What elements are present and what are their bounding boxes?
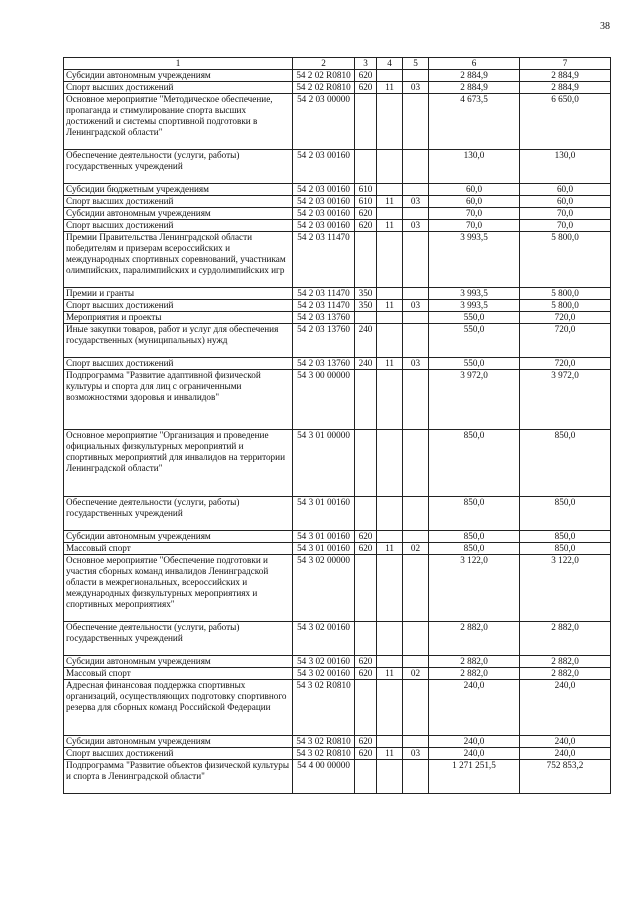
sum-2019-cell: 1 271 251,5	[429, 760, 520, 794]
header-cell: 4	[377, 58, 403, 70]
subsection-cell: 03	[403, 196, 429, 208]
subsection-cell	[403, 760, 429, 794]
subsection-cell: 03	[403, 82, 429, 94]
row-name-cell: Премии Правительства Ленинградской области победителям и призерам всероссийских и международных спортивных соревнований, участникам олимпийских, паралимпийских и сурдолимпийских игр	[64, 232, 293, 288]
section-cell	[377, 680, 403, 736]
header-cell: 3	[355, 58, 377, 70]
sum-2019-cell: 2 882,0	[429, 668, 520, 680]
target-code-cell: 54 3 01 00160	[293, 497, 355, 531]
subsection-cell	[403, 555, 429, 622]
target-code-cell: 54 2 03 11470	[293, 232, 355, 288]
row-name-cell: Подпрограмма "Развитие адаптивной физической культуры и спорта для лиц с ограниченными возможностями здоровья и инвалидов"	[64, 370, 293, 430]
target-code-cell: 54 3 01 00160	[293, 531, 355, 543]
target-code-cell: 54 2 03 11470	[293, 300, 355, 312]
sum-2020-cell: 70,0	[520, 220, 611, 232]
table-row	[64, 668, 611, 680]
sum-2019-cell: 60,0	[429, 196, 520, 208]
target-code-cell: 54 3 02 R0810	[293, 736, 355, 748]
target-code-cell: 54 2 02 R0810	[293, 70, 355, 82]
target-code-cell: 54 2 03 00160	[293, 208, 355, 220]
table-row	[64, 543, 611, 555]
target-code-cell: 54 3 01 00000	[293, 430, 355, 497]
expense-type-cell: 620	[355, 656, 377, 668]
section-cell: 11	[377, 82, 403, 94]
row-name-cell: Массовый спорт	[64, 543, 293, 555]
expense-type-cell	[355, 760, 377, 794]
table-row	[64, 748, 611, 760]
table-header-row	[64, 58, 611, 70]
sum-2020-cell: 720,0	[520, 324, 611, 358]
table-row	[64, 736, 611, 748]
sum-2020-cell: 5 800,0	[520, 232, 611, 288]
header-cell: 1	[64, 58, 293, 70]
section-cell: 11	[377, 543, 403, 555]
expense-type-cell: 350	[355, 288, 377, 300]
sum-2019-cell: 850,0	[429, 543, 520, 555]
section-cell	[377, 430, 403, 497]
sum-2020-cell: 60,0	[520, 196, 611, 208]
row-name-cell: Основное мероприятие "Обеспечение подготовки и участия сборных команд инвалидов Ленинградской области в межрегиональных, всероссийских и международных физкультурных мероприятиях и спортивных мероприятиях"	[64, 555, 293, 622]
table-row	[64, 300, 611, 312]
budget-table	[63, 57, 611, 794]
sum-2019-cell: 2 884,9	[429, 82, 520, 94]
subsection-cell	[403, 70, 429, 82]
expense-type-cell	[355, 370, 377, 430]
table-row	[64, 232, 611, 288]
row-name-cell: Субсидии автономным учреждениям	[64, 70, 293, 82]
sum-2020-cell: 2 882,0	[520, 656, 611, 668]
table-row	[64, 622, 611, 656]
expense-type-cell: 610	[355, 196, 377, 208]
sum-2019-cell: 240,0	[429, 736, 520, 748]
expense-type-cell: 240	[355, 358, 377, 370]
sum-2020-cell: 720,0	[520, 358, 611, 370]
row-name-cell: Основное мероприятие "Организация и проведение официальных физкультурных мероприятий и спортивных мероприятий для инвалидов на территории Ленинградской области"	[64, 430, 293, 497]
expense-type-cell	[355, 497, 377, 531]
target-code-cell: 54 2 03 13760	[293, 358, 355, 370]
section-cell: 11	[377, 668, 403, 680]
header-cell: 6	[429, 58, 520, 70]
subsection-cell	[403, 184, 429, 196]
table-row	[64, 288, 611, 300]
table-row	[64, 220, 611, 232]
sum-2019-cell: 4 673,5	[429, 94, 520, 150]
expense-type-cell	[355, 94, 377, 150]
section-cell	[377, 150, 403, 184]
row-name-cell: Спорт высших достижений	[64, 82, 293, 94]
header-cell: 2	[293, 58, 355, 70]
sum-2020-cell: 240,0	[520, 736, 611, 748]
subsection-cell	[403, 680, 429, 736]
sum-2019-cell: 70,0	[429, 220, 520, 232]
sum-2020-cell: 60,0	[520, 184, 611, 196]
expense-type-cell: 620	[355, 82, 377, 94]
expense-type-cell: 350	[355, 300, 377, 312]
row-name-cell: Субсидии автономным учреждениям	[64, 208, 293, 220]
section-cell: 11	[377, 748, 403, 760]
sum-2020-cell: 130,0	[520, 150, 611, 184]
subsection-cell: 03	[403, 300, 429, 312]
subsection-cell	[403, 94, 429, 150]
sum-2019-cell: 2 882,0	[429, 656, 520, 668]
page-number: 38	[600, 21, 610, 32]
section-cell	[377, 622, 403, 656]
target-code-cell: 54 2 03 13760	[293, 324, 355, 358]
row-name-cell: Премии и гранты	[64, 288, 293, 300]
table-row	[64, 555, 611, 622]
table-row	[64, 94, 611, 150]
expense-type-cell	[355, 430, 377, 497]
header-cell: 5	[403, 58, 429, 70]
subsection-cell	[403, 497, 429, 531]
row-name-cell: Обеспечение деятельности (услуги, работы) государственных учреждений	[64, 150, 293, 184]
table-row	[64, 82, 611, 94]
section-cell: 11	[377, 220, 403, 232]
sum-2019-cell: 2 884,9	[429, 70, 520, 82]
section-cell	[377, 531, 403, 543]
sum-2020-cell: 2 882,0	[520, 622, 611, 656]
row-name-cell: Спорт высших достижений	[64, 220, 293, 232]
row-name-cell: Субсидии автономным учреждениям	[64, 736, 293, 748]
sum-2020-cell: 3 972,0	[520, 370, 611, 430]
sum-2019-cell: 3 993,5	[429, 288, 520, 300]
sum-2020-cell: 720,0	[520, 312, 611, 324]
target-code-cell: 54 4 00 00000	[293, 760, 355, 794]
table-row	[64, 370, 611, 430]
subsection-cell	[403, 312, 429, 324]
target-code-cell: 54 3 02 00160	[293, 668, 355, 680]
row-name-cell: Спорт высших достижений	[64, 748, 293, 760]
subsection-cell	[403, 324, 429, 358]
target-code-cell: 54 2 03 00160	[293, 184, 355, 196]
table-row	[64, 70, 611, 82]
expense-type-cell: 620	[355, 668, 377, 680]
row-name-cell: Мероприятия и проекты	[64, 312, 293, 324]
subsection-cell: 03	[403, 220, 429, 232]
subsection-cell	[403, 232, 429, 288]
section-cell	[377, 555, 403, 622]
table-row	[64, 430, 611, 497]
sum-2019-cell: 240,0	[429, 748, 520, 760]
target-code-cell: 54 2 03 11470	[293, 288, 355, 300]
target-code-cell: 54 3 00 00000	[293, 370, 355, 430]
sum-2020-cell: 850,0	[520, 430, 611, 497]
section-cell: 11	[377, 196, 403, 208]
sum-2019-cell: 130,0	[429, 150, 520, 184]
sum-2020-cell: 850,0	[520, 497, 611, 531]
expense-type-cell: 620	[355, 531, 377, 543]
target-code-cell: 54 3 02 R0810	[293, 680, 355, 736]
expense-type-cell	[355, 555, 377, 622]
row-name-cell: Иные закупки товаров, работ и услуг для обеспечения государственных (муниципальных) нужд	[64, 324, 293, 358]
table-row	[64, 760, 611, 794]
row-name-cell: Массовый спорт	[64, 668, 293, 680]
target-code-cell: 54 2 03 13760	[293, 312, 355, 324]
row-name-cell: Обеспечение деятельности (услуги, работы) государственных учреждений	[64, 622, 293, 656]
expense-type-cell	[355, 622, 377, 656]
row-name-cell: Адресная финансовая поддержка спортивных организаций, осуществляющих подготовку спортивного резерва для сборных команд Российской Федерации	[64, 680, 293, 736]
sum-2020-cell: 240,0	[520, 680, 611, 736]
section-cell: 11	[377, 358, 403, 370]
table-row	[64, 208, 611, 220]
sum-2020-cell: 6 650,0	[520, 94, 611, 150]
table-row	[64, 150, 611, 184]
sum-2020-cell: 3 122,0	[520, 555, 611, 622]
sum-2019-cell: 550,0	[429, 358, 520, 370]
expense-type-cell: 620	[355, 220, 377, 232]
sum-2020-cell: 2 882,0	[520, 668, 611, 680]
target-code-cell: 54 2 02 R0810	[293, 82, 355, 94]
expense-type-cell: 620	[355, 736, 377, 748]
sum-2019-cell: 70,0	[429, 208, 520, 220]
expense-type-cell: 620	[355, 748, 377, 760]
sum-2019-cell: 3 993,5	[429, 300, 520, 312]
row-name-cell: Обеспечение деятельности (услуги, работы) государственных учреждений	[64, 497, 293, 531]
expense-type-cell: 240	[355, 324, 377, 358]
expense-type-cell	[355, 232, 377, 288]
subsection-cell	[403, 430, 429, 497]
target-code-cell: 54 2 03 00160	[293, 220, 355, 232]
sum-2020-cell: 70,0	[520, 208, 611, 220]
section-cell	[377, 184, 403, 196]
section-cell	[377, 70, 403, 82]
section-cell	[377, 312, 403, 324]
sum-2020-cell: 850,0	[520, 531, 611, 543]
row-name-cell: Подпрограмма "Развитие объектов физической культуры и спорта в Ленинградской области"	[64, 760, 293, 794]
row-name-cell: Субсидии автономным учреждениям	[64, 531, 293, 543]
sum-2020-cell: 2 884,9	[520, 70, 611, 82]
subsection-cell	[403, 150, 429, 184]
sum-2020-cell: 850,0	[520, 543, 611, 555]
section-cell	[377, 232, 403, 288]
table-row	[64, 358, 611, 370]
sum-2019-cell: 550,0	[429, 324, 520, 358]
table-row	[64, 531, 611, 543]
sum-2019-cell: 550,0	[429, 312, 520, 324]
row-name-cell: Субсидии бюджетным учреждениям	[64, 184, 293, 196]
section-cell: 11	[377, 300, 403, 312]
row-name-cell: Спорт высших достижений	[64, 196, 293, 208]
sum-2019-cell: 850,0	[429, 497, 520, 531]
section-cell	[377, 288, 403, 300]
sum-2019-cell: 3 122,0	[429, 555, 520, 622]
expense-type-cell: 620	[355, 208, 377, 220]
subsection-cell: 03	[403, 748, 429, 760]
target-code-cell: 54 3 01 00160	[293, 543, 355, 555]
target-code-cell: 54 3 02 R0810	[293, 748, 355, 760]
expense-type-cell: 620	[355, 543, 377, 555]
subsection-cell	[403, 531, 429, 543]
sum-2019-cell: 60,0	[429, 184, 520, 196]
table-row	[64, 324, 611, 358]
section-cell	[377, 497, 403, 531]
sum-2019-cell: 3 972,0	[429, 370, 520, 430]
sum-2019-cell: 850,0	[429, 430, 520, 497]
table-row	[64, 656, 611, 668]
target-code-cell: 54 2 03 00000	[293, 94, 355, 150]
expense-type-cell	[355, 150, 377, 184]
section-cell	[377, 370, 403, 430]
table-row	[64, 184, 611, 196]
table-row	[64, 196, 611, 208]
target-code-cell: 54 3 02 00000	[293, 555, 355, 622]
header-cell: 7	[520, 58, 611, 70]
table-row	[64, 680, 611, 736]
subsection-cell: 02	[403, 543, 429, 555]
sum-2020-cell: 2 884,9	[520, 82, 611, 94]
sum-2019-cell: 2 882,0	[429, 622, 520, 656]
row-name-cell: Спорт высших достижений	[64, 358, 293, 370]
table-row	[64, 497, 611, 531]
sum-2019-cell: 850,0	[429, 531, 520, 543]
row-name-cell: Спорт высших достижений	[64, 300, 293, 312]
subsection-cell	[403, 208, 429, 220]
section-cell	[377, 324, 403, 358]
target-code-cell: 54 3 02 00160	[293, 656, 355, 668]
target-code-cell: 54 3 02 00160	[293, 622, 355, 656]
section-cell	[377, 208, 403, 220]
subsection-cell	[403, 370, 429, 430]
subsection-cell	[403, 736, 429, 748]
sum-2020-cell: 5 800,0	[520, 288, 611, 300]
section-cell	[377, 656, 403, 668]
expense-type-cell	[355, 312, 377, 324]
sum-2020-cell: 752 853,2	[520, 760, 611, 794]
expense-type-cell: 620	[355, 70, 377, 82]
subsection-cell	[403, 622, 429, 656]
sum-2019-cell: 3 993,5	[429, 232, 520, 288]
section-cell	[377, 736, 403, 748]
subsection-cell	[403, 656, 429, 668]
table-row	[64, 312, 611, 324]
subsection-cell: 03	[403, 358, 429, 370]
target-code-cell: 54 2 03 00160	[293, 150, 355, 184]
sum-2020-cell: 5 800,0	[520, 300, 611, 312]
subsection-cell	[403, 288, 429, 300]
section-cell	[377, 760, 403, 794]
expense-type-cell: 610	[355, 184, 377, 196]
sum-2020-cell: 240,0	[520, 748, 611, 760]
sum-2019-cell: 240,0	[429, 680, 520, 736]
expense-type-cell	[355, 680, 377, 736]
target-code-cell: 54 2 03 00160	[293, 196, 355, 208]
row-name-cell: Субсидии автономным учреждениям	[64, 656, 293, 668]
row-name-cell: Основное мероприятие "Методическое обеспечение, пропаганда и стимулирование спорта высших достижений и системы спортивной подготовки в Ленинградской области"	[64, 94, 293, 150]
subsection-cell: 02	[403, 668, 429, 680]
section-cell	[377, 94, 403, 150]
